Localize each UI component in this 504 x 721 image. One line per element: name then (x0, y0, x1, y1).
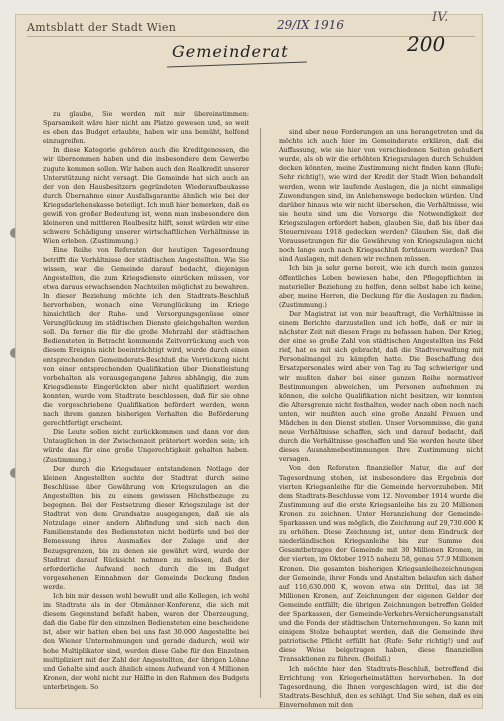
paragraph: In diese Kategorie gehören auch die Kreditgenossen, die wir übernommen haben und die insbesondere dem Gewerbe zugute kommen sollen. Wir haben auch den Realkredit unserer Unterstützung nicht versagt. Die Gemeinde hat sich auch an der von den Hausbesitzern gegründeten Wiederaufbaukasse durch Übernahme einer Ausfallsgarantie ähnlich wie bei der Kriegsdarlehenskasse beteiligt. Ich muß hier bemerken, daß es gewiß von großer Bedeutung ist, wenn man insbesondere den kleineren und mittleren Realbesitz hilft, sonst würden wir eine schwere Schädigung unserer wirtschaftlichen Verhältnisse in Wien erleben. (Zustimmung.) (43, 146, 249, 246)
clipping-content (27, 10, 483, 709)
article-column-right (279, 128, 483, 709)
newspaper-clipping (15, 10, 483, 709)
handwritten-heading: Gemeinderat (172, 42, 289, 61)
paragraph: Von den Referaten finanzieller Natur, die auf der Tagesordnung stehen, ist insbesondere das Ergebnis der vierten Kriegsanleihe für die Gemeinde hervorzuheben. Mit dem Stadtrats-Beschlusse vom 12. November 1914 wurde die Zustimmung auf die erste Kriegsanleihe bis zu 20 Millionen Kronen zu zeichnen. Unter Heranziehung der Gemeinde-Sparkassen und was möglich, die Zeichnung auf 29,730.600 K zu erhöhen. Diese Zeichnung ist, unter dem Eindruck der niederländischen Kriegsanleihe bis zur Summe des Gesamtbetrages der Gemeinde mit 30 Millionen Kronen, in der vierten, im Oktober 1915 nahezu 58, genau 57.9 Millionen Kronen. Die gesamten bisherigen Kriegsanleihezeichnungen der Gemeinde, ihrer Fonds und Anstalten belaufen sich daher auf 116,630.000 K, wovon etwa ein Drittel, das ist 38 Millionen Kronen, auf Zeichnungen der eigenen Gelder der Gemeinde entfällt; die übrigen Zeichnungen betreffen Gelder der Sparkassen, der Gemeinde-Verkehrs-Versicherungsanstalt und die Fonds der städtischen Unternehmungen. So kann mit einigem Stolze behauptet werden, daß die Gemeinde ihre patriotische Pflicht erfüllt hat (Rufe: Sehr richtig!) und auf diese Weise beigetragen haben, diese finanziellen Transaktionen zu führen. (Beifall.) (279, 464, 483, 664)
paragraph: Ich bin mir dessen wohl bewußt und alle Kollegen, ich wohl im Stadtrate als in der Obmänner-Konferenz, die sich mit diesem Gegenstand befaßt haben, waren der Überzeugung, daß die Gabe für den einzelnen Bediensteten eine bescheidene ist, aber wir hatten eben bei uns fast 30.000 Angestellte bei den Wiener Unternehmungen und gerade dadurch, weil wir hohe Multiplikator sind, werden diese Gabe für den Einzelnen multipliziert mit der Zahl der Angestellten, der übrigen Löhne und Gehalte sind auch ähnlich einem Aufwand von 4 Millionen Kronen, der wohl nicht zur Hälfte in den Rahmen des Budgets unterbringen. So (43, 591, 249, 691)
paragraph: Ich möchte hier den Stadtrats-Beschluß, betreffend die Errichtung von Kriegerheimstätten hervorheben. In der Tagesordnung, die Ihnen vorgeschlagen wird, ist die der Stadtrats-Beschluß, den es schlägt. Und Sie sehen, daß es ein Einvernehmen mit den (279, 664, 483, 709)
paragraph: Der durch die Kriegsdauer entstandenen Notlage der kleinen Angestellten suchte der Stadtrat durch seine Beschlüsse über Gewährung von Kriegszulagen an die Angestellten bis zu einem gewissen Höchstbezuge zu begegnen. Bei der Festsetzung dieser Kriegszulage ist der Stadtrat von dem Grundsatze ausgegangen, daß sie als Notzulage einer andern Abfindung und sich nach den Familienstande des Bediensteten nicht bedürfe und bei der Bemessung ihres Ausmaßes der Zulage und der Bezugsgrenzen, bis zu denen sie gewährt wird, wurde der Stadtrat darauf Rücksicht nehmen zu müssen, daß der erforderliche Aufwand noch durch die im Budget vorgesehenen Einnahmen der Gemeinde Deckung finden werde. (43, 464, 249, 591)
column-divider (260, 128, 261, 698)
handwritten-page-number: 200 (407, 32, 446, 56)
handwritten-date: 29/IX 1916 (277, 18, 344, 32)
paragraph: Die Leute sollen nicht zurückkommen und dann vor den Untauglichen in der Zwischenzeit präteriert worden sein; ich würde das für eine große Ungerechtigkeit gehalten haben. (Zustimmung.) (43, 428, 249, 464)
handwritten-sheet-number: IV. (432, 10, 449, 25)
paragraph: Der Magistrat ist von mir beauftragt, die Verhältnisse in einem Berichte darzustellen und ich hoffe, daß er mir in nächster Zeit mit diesen Frage zu befassen haben. Der Krieg, der eine so große Zahl von städtischen Angestellten ins Feld rief, hat es mit sich gebracht, daß die Stadtverwaltung mit Personalmangel zu kämpfen hatte. Die Beschaffung des Ersatzpersonales wird aber von Tag zu Tag schwieriger und wir mußten daher bei einer ganzen Reihe normativer Bestimmungen abweichen, um Personen aufnehmen zu können, die solche Qualifikation nicht besitzen, wir konnten die Altersgrenze nicht festhalten, weder nach oben noch nach unten, wir mußten auch eine große Anzahl Frauen und Mädchen in den Dienst stellen. Unser Vorsommisse, die ganz neue Verhältnisse schaffen, sich und darauf bedacht, daß durch die Verhältnisse geschaffen und Sie werden heute über dieses Ausnahmebestimmungen Ihre Zustimmung nicht versagen. (279, 309, 483, 464)
paragraph: sind aber neue Forderungen an uns herangetreten und da möchte ich auch hier im Gemeinderate erklären, daß die Auffassung, wie sie hier von verschiedenen Seiten geäußert wurde, als ob wir die erhöhten Kriegszulagen durch Schulden decken könnten, meine Zustimmung nicht finden kann (Rufe: Sehr richtig!), wie wird der Kredit der Stadt Wien behandelt werden, wenn wir laufende Auslagen, die ja nicht einmalige Zuwendungen sind, im Anlehenswege bedecken würden. Und darüber hinaus wie wir nicht übersehen, die Verhältnisse, wie sie heute sind um die Vorsorge die Notwendigkeit der Kriegszulagen erfordert haben, glauben Sie, daß bis über das Steuerniveau 1918 gedecken werden? Glauben Sie, daß die Voraussetzungen für die Gewährung von Kriegszulagen nicht noch lange auch nach Kriegsschluß fortdauern werden? Das sind Auslagen, mit denen wir rechnen müssen. (279, 128, 483, 264)
heading-underline (167, 62, 307, 68)
publication-name: Amtsblatt der Stadt Wien (27, 21, 177, 34)
paragraph: Eine Reihe von Referaten der heutigen Tagesordnung betrifft die Verhältnisse der städtischen Angestellten. Wie Sie wissen, war die Gemeinde darauf bedacht, diejenigen Angestellten, die zum Kriegsdienste einrücken müssen, vor etwa daraus erwachsenden Nachteilen möglichst zu bewahren. In dieser Beziehung möchte ich den Stadtrats-Beschluß hervorheben, wonach eine Verunglückung im Kriege hinsichtlich der Ruhe- und Versorgungsgenüsse einer Verunglückung im städtischen Dienste gleichgehalten werden soll. Da ferner die für die große Mehrzahl der städtischen Bediensteten in Betracht kommende Zeitvorrückung auch von diesem Ereignis nicht beeinträchtigt wird, wurde durch einen entsprechenden Gemeinderats-Beschluß die Vorrückung nicht von einer entsprechenden Qualifikation über Dienstleistung vorbehalten als vorausgegangene Jahres abhängig, die zum Kriegsdienste Eingerückten aber nicht qualifiziert werden konnten, wurde vom Stadtrate beschlossen, daß für sie ohne die vorgeschriebene Qualifikation befördert werden, wenn nach ihrem ganzen bisherigen Verhalten die Beförderung gerechtfertigt erscheint. (43, 246, 249, 428)
paragraph: zu glaube, Sie werden mit mir übereinstimmen: Sparsamkeit wäre hier nicht am Platze gewesen und, so weit es eben das Budget erlaubte, haben wir uns bemüht, helfend einzugreifen. (43, 110, 249, 146)
article-column-left (43, 110, 249, 700)
paragraph: Ich bin ja sehr gerne bereit, wie ich durch mein ganzes öffentliches Leben bewiesen habe, den Pflegepflichten in materieller Beziehung zu helfen, denn selbst habe ich keine, aber, meine Herren, die Deckung für die Auslagen zu finden. (Zustimmung.) (279, 264, 483, 309)
